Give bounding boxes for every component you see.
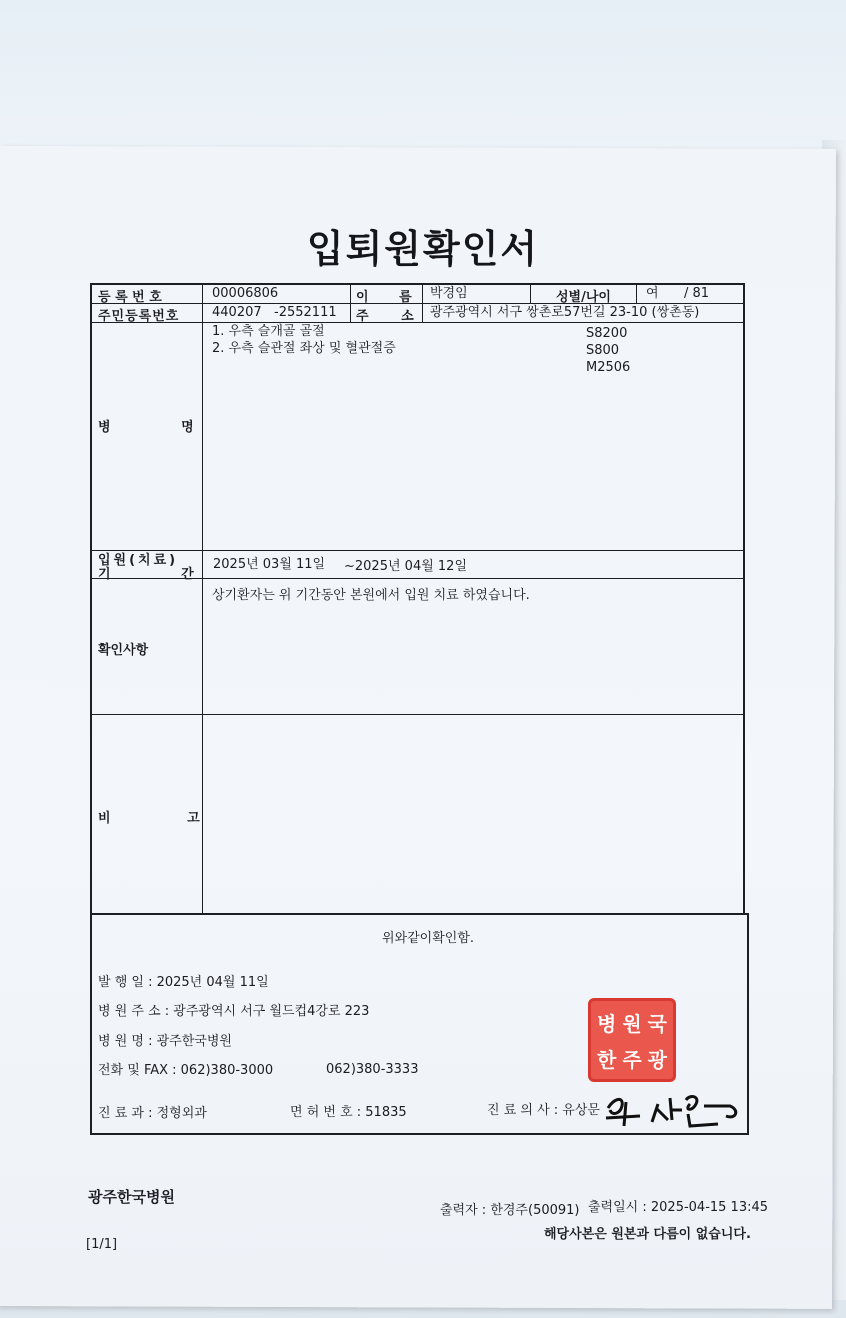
label-period-1: 입원(치료) <box>98 553 179 568</box>
value-sex: 여 <box>646 286 659 301</box>
seal-char: 원 <box>622 1011 642 1036</box>
col-line <box>422 283 423 323</box>
license-no: 면 허 번 호 : 51835 <box>290 1105 407 1120</box>
row-line <box>90 550 743 551</box>
label-sex-age: 성별/나이 <box>556 290 611 305</box>
doctor-signature <box>600 1086 750 1132</box>
label-disease: 병 명 <box>98 420 194 435</box>
footer-notice: 해당사본은 원본과 다름이 없습니다. <box>544 1227 751 1242</box>
label-name: 이 름 <box>356 290 412 305</box>
phone-fax: 전화 및 FAX : 062)380-3000 <box>98 1063 274 1078</box>
diagnosis-1: 1. 우측 슬개골 골절 <box>212 324 325 339</box>
seal-char: 주 <box>622 1047 642 1072</box>
background-sheet <box>0 0 846 150</box>
page-indicator: [1/1] <box>86 1237 118 1252</box>
table-border-left <box>90 283 92 1135</box>
row-line <box>90 322 745 323</box>
footer-hospital-name: 광주한국병원 <box>88 1188 175 1206</box>
value-reg-no: 00006806 <box>212 286 279 301</box>
hospital-seal <box>588 998 676 1082</box>
table-border-bottom <box>90 1133 749 1135</box>
row-line <box>90 913 747 915</box>
fax-number: 062)380-3333 <box>326 1062 419 1077</box>
period-to: ~2025년 04월 12일 <box>344 559 467 574</box>
table-border-right <box>743 283 745 915</box>
seal-char: 한 <box>597 1047 617 1072</box>
value-address: 광주광역시 서구 쌍촌로57번길 23-10 (쌍촌동) <box>430 305 700 320</box>
department: 진 료 과 : 정형외과 <box>98 1106 207 1121</box>
label-reg-no: 등 록 번 호 <box>98 290 162 305</box>
hospital-address: 병 원 주 소 : 광주광역시 서구 월드컵4강로 223 <box>98 1004 370 1019</box>
label-address: 주 소 <box>356 309 414 324</box>
issue-date: 발 행 일 : 2025년 04월 11일 <box>98 975 269 990</box>
footer-printer: 출력자 : 한경주(50091) <box>440 1203 580 1218</box>
document-title: 입퇴원확인서 <box>306 227 540 271</box>
label-confirm: 확인사항 <box>98 643 149 658</box>
value-name: 박경임 <box>430 286 468 301</box>
hospital-name: 병 원 명 : 광주한국병원 <box>98 1034 232 1049</box>
col-line <box>350 283 351 323</box>
table-border-top <box>90 283 745 285</box>
label-period-2: 기 간 <box>98 567 194 582</box>
diagnosis-2: 2. 우측 슬관절 좌상 및 혈관절증 <box>212 341 396 356</box>
seal-char: 국 <box>647 1011 667 1036</box>
seal-char: 광 <box>647 1047 667 1072</box>
seal-char: 병 <box>597 1011 617 1036</box>
value-age: / 81 <box>684 286 710 301</box>
col-line <box>202 283 203 914</box>
label-remarks: 비 고 <box>98 811 200 826</box>
footer-print-time: 출력일시 : 2025-04-15 13:45 <box>588 1200 769 1215</box>
col-line <box>636 283 637 303</box>
label-resident-no: 주민등록번호 <box>98 309 180 324</box>
confirmation-text: 위와같이확인함. <box>382 931 475 946</box>
col-line <box>530 283 531 303</box>
diagnosis-code-3: M2506 <box>586 360 631 375</box>
confirm-text: 상기환자는 위 기간동안 본원에서 입원 치료 하였습니다. <box>212 588 530 603</box>
period-from: 2025년 03월 11일 <box>213 557 326 572</box>
diagnosis-code-2: S800 <box>586 343 620 358</box>
value-resident-no: 440207 -2552111 <box>212 305 337 320</box>
row-line <box>90 714 743 715</box>
diagnosis-code-1: S8200 <box>586 326 628 341</box>
doctor: 진 료 의 사 : 유상문 <box>487 1103 600 1118</box>
